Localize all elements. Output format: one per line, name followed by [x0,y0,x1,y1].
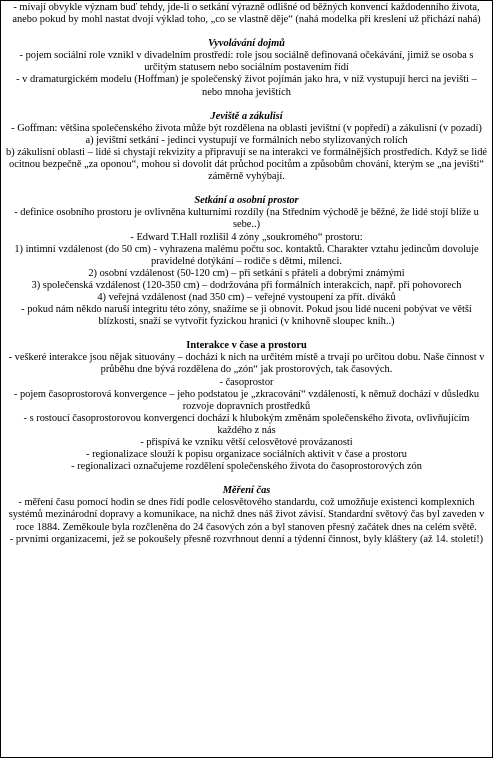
paragraph-zone-personal: 2) osobní vzdálenost (50-120 cm) – při setkání s přáteli a dobrými známými [88,267,405,279]
paragraph-regionalization: - regionalizace slouží k popisu organizace sociálních aktivit v čase a prostoru [86,449,407,461]
paragraph-zone-public: 4) veřejná vzdálenost (nad 350 cm) – veřejné vystoupení za přít. diváků [97,291,396,303]
paragraph-world-time: - měření času pomocí hodin se dnes řídí podle celosvětového standardu, což umožňuje existenci komplexních systémů mezinárodní dopravy a komunikace, na nichž dnes náš život závisí. Standardní světový čas byl zaveden v roce 1884. Zeměkoule byla rozčleněna do 24 časových zón a byl stanoven přesný začátek dnes na celém světě. [8,497,485,533]
paragraph-front-stage: a) jevištní setkání - jedinci vystupují ve formálních nebo stylizovaných rolích [85,134,408,146]
heading-vyvolavani-dojmu: Vyvolávání dojmů [208,38,285,50]
paragraph-situated-interactions: - veškeré interakce jsou nějak situovány – dochází k nich na určitém místě a trvají po určitou dobu. Naše činnost v průběhu dne bývá rozdělena do „zón“ jak prostorových, tak časových. [8,352,485,376]
paragraph-social-role: - pojem sociální role vznikl v divadelním prostředí: role jsou sociálně definovaná očekávání, jimiž se osoba s určitým statusem nebo sociálním postavením řídí [19,50,474,74]
paragraph-interconnectedness: - přispívá ke vzniku větší celosvětové provázanosti [140,437,353,448]
paragraph-back-stage: b) zákulisní oblasti – lidé si chystají rekvizity a připravují se na interakci ve formálnějších prostředích. Když se lidé ocitnou bezpečně „za oponou“, mohou si dovolit dát průchod pocitům a způsobům chování, kterým se „na jevišti“ záměrně vyhýbají. [6,146,488,183]
heading-interakce-v-case: Interakce v čase a prostoru [186,340,307,352]
paragraph-dramaturgical-model: - v dramaturgickém modelu (Hoffman) je společenský život pojímán jako hra, v níž vystupují herci na jevišti – nebo mnoha jevištích [16,74,477,98]
paragraph-casoprostor: - časoprostor [219,376,274,388]
paragraph-convergence-changes: - s rostoucí časoprostorovou konvergencí dochází k hlubokým změnám společenského života, ovlivňujícím každého z nás [23,412,470,436]
paragraph-monasteries: - prvními organizacemi, jež se pokoušely přesně rozvrhnout denní a týdenní činnost, byly kláštery (až 14. století!) [9,533,484,545]
paragraph-hall-zones: - Edward T.Hall rozlišil 4 zóny „soukromého“ prostoru: [130,231,363,243]
paragraph-goffman: - Goffman: většina společenského života může být rozdělena na oblasti jevištní (v popředí) a zákulisní (v pozadí) [11,122,482,134]
intro-paragraph: - mívají obvykle význam buď tehdy, jde-li o setkání výrazně odlišné od běžných konvencí každodenního života, anebo pokud by mohl nastat dvojí výklad toho, „co se vlastně děje“ (nahá modelka při kreslení už přichází nahá) [12,2,481,26]
paragraph-regionalization-zones: - regionalizaci označujeme rozdělení společenského života do časoprostorových zón [71,461,422,473]
paragraph-zone-integrity: - pokud nám někdo naruší integritu této zóny, snažíme se ji obnovit. Pokud jsou lidé nuceni pobývat ve větší blízkosti, snaží se vytvořit fyzickou hranici (v knihovně sloupec knih..) [21,304,472,328]
heading-mereni-cas: Měření čas [222,485,271,497]
paragraph-personal-space-definition: - definice osobního prostoru je ovlivněna kulturními rozdíly (na Středním východě je běžné, že lidé stojí blíže u sebe..) [14,207,479,231]
heading-jeviste-a-zakulisi: Jeviště a zákulisí [210,110,283,122]
paragraph-zone-social: 3) společenská vzdálenost (120-350 cm) – dodržována při formálních interakcích, např. při pohovorech [31,279,462,291]
paragraph-zone-intimate: 1) intimní vzdálenost (do 50 cm) - vyhrazena malému počtu soc. kontaktů. Charakter vztahu jedincům dovoluje pravidelné dotýkání – rodiče s dětmi, milenci. [14,243,479,267]
heading-osobni-prostor: Setkání a osobní prostor [194,195,299,207]
paragraph-convergence: - pojem časoprostorová konvergence – jeho podstatou je „zkracování“ vzdáleností, k němuž dochází v důsledku rozvoje dopravních prostředků [13,388,480,412]
